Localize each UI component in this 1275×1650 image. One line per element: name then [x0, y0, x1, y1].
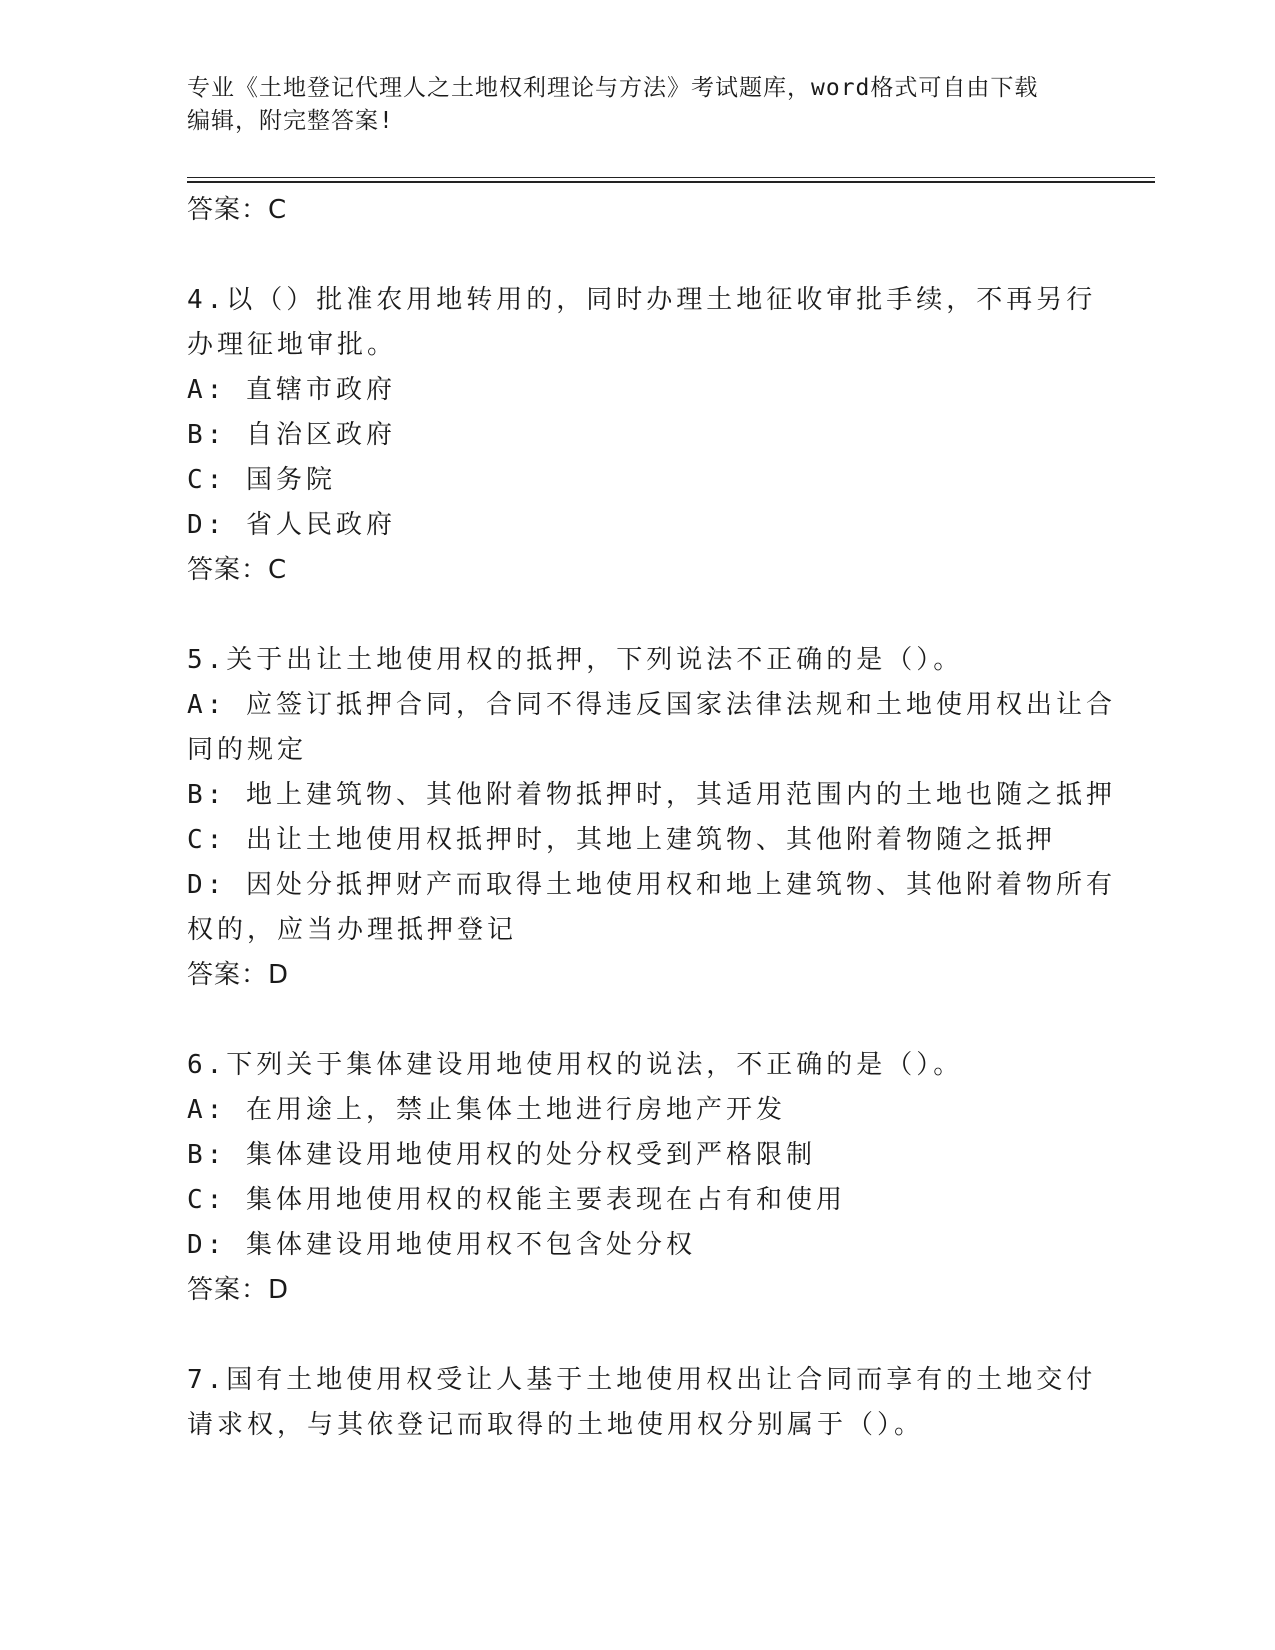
question-block: [187, 638, 1116, 998]
question-stem: 7.国有土地使用权受让人基于土地使用权出让合同而享有的土地交付: [187, 1365, 1097, 1395]
question-block: [187, 1358, 1097, 1448]
question-gap: [187, 593, 1087, 638]
question-block: [187, 1043, 1087, 1313]
question-gap: [187, 233, 1087, 278]
header-divider: [187, 177, 1155, 183]
option-line: C: 集体用地使用权的权能主要表现在占有和使用: [187, 1185, 846, 1215]
question-stem: 请求权，与其依登记而取得的土地使用权分别属于（）。: [187, 1410, 925, 1440]
option-line: D: 集体建设用地使用权不包含处分权: [187, 1230, 696, 1260]
header-note: [187, 72, 1067, 138]
question-stem: 4.以（）批准农用地转用的，同时办理土地征收审批手续，不再另行: [187, 285, 1097, 315]
option-line: 权的，应当办理抵押登记: [187, 915, 518, 945]
header-note-line: 专业《土地登记代理人之土地权利理论与方法》考试题库，word格式可自由下载: [187, 75, 1039, 101]
question-block: [187, 278, 1097, 593]
option-line: 同的规定: [187, 735, 308, 765]
question-stem: 6.下列关于集体建设用地使用权的说法，不正确的是（）。: [187, 1050, 964, 1080]
answer-line: 答案：D: [187, 960, 290, 990]
option-line: D: 因处分抵押财产而取得土地使用权和地上建筑物、其他附着物所有: [187, 870, 1116, 900]
document-page: [187, 0, 1157, 1650]
question-gap: [187, 998, 1087, 1043]
option-line: D: 省人民政府: [187, 510, 396, 540]
option-line: B: 集体建设用地使用权的处分权受到严格限制: [187, 1140, 816, 1170]
option-line: A: 在用途上，禁止集体土地进行房地产开发: [187, 1095, 786, 1125]
answer-line: 答案：D: [187, 1275, 290, 1305]
option-line: B: 地上建筑物、其他附着物抵押时，其适用范围内的土地也随之抵押: [187, 780, 1116, 810]
option-line: B: 自治区政府: [187, 420, 396, 450]
question-stem: 办理征地审批。: [187, 330, 398, 360]
option-line: A: 直辖市政府: [187, 375, 396, 405]
question-gap: [187, 1313, 1087, 1358]
question-stem: 5.关于出让土地使用权的抵押，下列说法不正确的是（）。: [187, 645, 964, 675]
answer-line: 答案：C: [187, 195, 288, 225]
option-line: C: 出让土地使用权抵押时，其地上建筑物、其他附着物随之抵押: [187, 825, 1056, 855]
answer-line: 答案：C: [187, 555, 288, 585]
question-list: [187, 188, 1116, 1448]
option-line: C: 国务院: [187, 465, 336, 495]
option-line: A: 应签订抵押合同，合同不得违反国家法律法规和土地使用权出让合: [187, 690, 1116, 720]
header-note-line: 编辑，附完整答案!: [187, 108, 394, 134]
